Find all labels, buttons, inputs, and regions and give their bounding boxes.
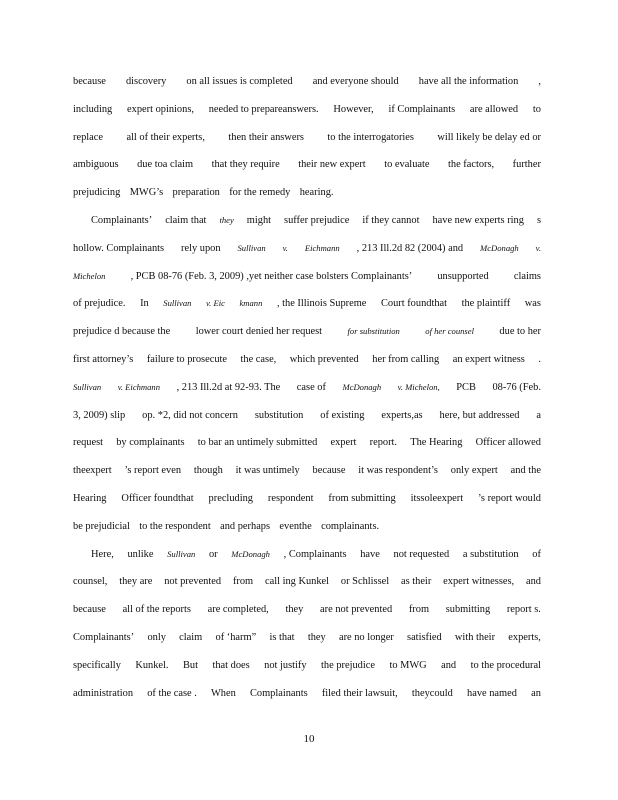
word: her from calling <box>372 353 440 365</box>
word: PCB <box>456 381 476 393</box>
word: will likely be delay ed or <box>437 131 541 143</box>
word: not justify <box>264 659 307 671</box>
word: they are <box>119 576 153 588</box>
word: 3, 2009) slip <box>73 409 126 421</box>
word: preparation <box>172 187 220 199</box>
word: to bar an untimely submitted <box>197 437 318 449</box>
word: submitting <box>445 604 491 616</box>
word: from <box>408 604 430 616</box>
word: Complainants’ <box>91 214 153 226</box>
word: have <box>360 548 380 560</box>
word: claim <box>179 631 203 643</box>
word: ambiguous <box>73 159 119 171</box>
word: only <box>147 631 166 643</box>
word: request <box>73 437 104 449</box>
word: the plaintiff <box>461 298 511 310</box>
page-number: 10 <box>303 733 315 745</box>
text-line <box>73 290 541 318</box>
word: substitution <box>254 409 304 421</box>
word: the factors, <box>448 159 495 171</box>
word: , PCB 08-76 (Feb. 3, 2009) ,yet neither case bolsters Complainants’ <box>130 270 413 282</box>
word: , <box>538 76 541 87</box>
word: as their <box>400 576 432 588</box>
text-line <box>73 596 541 624</box>
word: expert <box>330 437 357 449</box>
word: itssoleexpert <box>410 492 464 504</box>
word: though <box>193 465 223 477</box>
word: Here, <box>91 548 114 560</box>
word: be prejudicial <box>73 520 130 532</box>
text-line <box>73 374 541 402</box>
word: , the Illinois Supreme <box>276 298 367 310</box>
word: not prevented <box>164 576 222 588</box>
word: of the case . <box>147 687 197 699</box>
word: op. *2, did not concern <box>142 409 238 421</box>
word: because <box>312 465 346 477</box>
text-line <box>73 402 541 430</box>
word: have all the information <box>418 76 519 87</box>
word: or <box>208 548 218 560</box>
word: they <box>307 631 326 643</box>
word: not requested <box>393 548 450 560</box>
word: satisfied <box>407 631 442 643</box>
word: are no longer <box>338 631 394 643</box>
text-line <box>73 179 541 207</box>
word: is that <box>269 631 295 643</box>
word: or Schlissel <box>340 576 390 588</box>
case-citation: McDonagh <box>480 242 519 253</box>
word: was <box>524 298 541 310</box>
word: due toa claim <box>137 159 194 171</box>
word: needed to prepareanswers. <box>208 103 319 115</box>
word: . <box>538 353 541 365</box>
word: The Hearing <box>410 437 463 449</box>
word: have named <box>467 687 517 699</box>
word: to evaluate <box>384 159 430 171</box>
word: because <box>73 604 106 616</box>
word: 08-76 (Feb. <box>492 381 541 393</box>
case-citation: v. Eichmann <box>117 381 161 392</box>
word: are not prevented <box>320 604 393 616</box>
word: it was untimely <box>235 465 300 477</box>
text-line <box>73 235 541 263</box>
word: are allowed <box>469 103 519 115</box>
word: a substitution <box>462 548 519 560</box>
word: on all issues is completed <box>186 76 293 87</box>
word: and <box>441 659 457 671</box>
word: they <box>285 604 304 616</box>
case-citation: McDonagh <box>342 381 382 392</box>
case-citation: Sullivan <box>163 298 192 309</box>
word: case of <box>296 381 326 393</box>
word: theycould <box>411 687 453 699</box>
word: discovery <box>125 76 167 87</box>
word: and everyone should <box>312 76 399 87</box>
word: rely upon <box>181 242 221 254</box>
text-line <box>73 429 541 457</box>
text-line <box>73 513 541 541</box>
word: report s. <box>506 604 541 616</box>
case-citation: v. Michelon, <box>397 381 440 392</box>
word: a <box>536 409 541 421</box>
word: ’s report would <box>478 492 541 504</box>
word: have new experts ring <box>432 214 524 226</box>
word: their new expert <box>298 159 366 171</box>
word: here, but addressed <box>439 409 520 421</box>
word: suffer prejudice <box>284 214 350 226</box>
case-citation: v. <box>535 242 541 253</box>
word: of <box>532 548 541 560</box>
case-citation: McDonagh <box>231 548 270 559</box>
word: But <box>182 659 198 671</box>
text-line <box>73 624 541 652</box>
word: all of the reports <box>122 604 191 616</box>
word: Hearing <box>73 492 107 504</box>
word: due to her <box>499 326 541 338</box>
word: the prejudice <box>321 659 375 671</box>
word: then their answers <box>228 131 304 143</box>
word: , 213 Ill.2d 82 (2004) and <box>356 242 464 254</box>
text-line <box>73 568 541 596</box>
word: unlike <box>127 548 154 560</box>
word: to the procedural <box>470 659 541 671</box>
italic-word: for substitution <box>347 326 400 337</box>
word: including <box>73 103 113 115</box>
word: an expert witness <box>452 353 525 365</box>
word: of prejudice. <box>73 298 126 310</box>
word: to <box>532 103 541 115</box>
text-line <box>73 151 541 179</box>
word: counsel, <box>73 576 108 588</box>
paragraph-prejudice <box>73 207 541 541</box>
text-line <box>73 652 541 680</box>
paragraph-discovery <box>73 68 541 207</box>
word: Complainants’ <box>73 631 135 643</box>
word: precluding <box>208 492 253 504</box>
word: if they cannot <box>362 214 420 226</box>
word: filed their lawsuit, <box>321 687 398 699</box>
word: ’s report even <box>124 465 182 477</box>
text-line <box>73 680 541 708</box>
text-line <box>73 318 541 346</box>
word: specifically <box>73 659 121 671</box>
word: to the interrogatories <box>327 131 414 143</box>
word: of ‘harm” <box>215 631 257 643</box>
word: that they require <box>211 159 280 171</box>
word: prejudice d because the <box>73 326 171 338</box>
word: and perhaps <box>220 520 271 532</box>
word: eventhe <box>279 520 312 532</box>
word: hearing. <box>299 187 334 199</box>
case-citation: Sullivan <box>73 381 102 392</box>
case-citation: v. <box>282 242 288 253</box>
case-citation: v. Eic <box>205 298 225 309</box>
text-line <box>73 96 541 124</box>
word: and the <box>510 465 541 477</box>
word: expert opinions, <box>127 103 194 115</box>
word: from submitting <box>328 492 396 504</box>
word: because <box>73 76 106 87</box>
word: prejudicing <box>73 187 121 199</box>
word: to the respondent <box>139 520 211 532</box>
text-line <box>73 124 541 152</box>
case-citation: Michelon <box>73 270 106 281</box>
word: an <box>531 687 541 699</box>
case-citation: Sullivan <box>167 548 196 559</box>
text-line <box>73 207 541 235</box>
paragraph-unlike-sullivan <box>73 541 541 708</box>
word: from <box>232 576 254 588</box>
word: Court foundthat <box>380 298 448 310</box>
word: are completed, <box>207 604 269 616</box>
word: that does <box>212 659 250 671</box>
text-line <box>73 485 541 513</box>
word: further <box>512 159 541 171</box>
word: if Complainants <box>388 103 456 115</box>
word: all of their experts, <box>126 131 205 143</box>
word: Officer foundthat <box>121 492 194 504</box>
word: for the remedy <box>229 187 291 199</box>
word: report. <box>369 437 398 449</box>
word: might <box>246 214 272 226</box>
word: Officer allowed <box>475 437 541 449</box>
word: administration <box>73 687 134 699</box>
case-citation: Sullivan <box>237 242 266 253</box>
word: Complainants <box>249 687 308 699</box>
word: only expert <box>450 465 498 477</box>
word: expert witnesses, <box>443 576 515 588</box>
case-citation: Eichmann <box>304 242 340 253</box>
word: complainants. <box>321 520 380 532</box>
word: MWG’s <box>129 187 164 199</box>
word: first attorney’s <box>73 353 134 365</box>
word: the case, <box>240 353 277 365</box>
word: replace <box>73 131 103 143</box>
word: However, <box>333 103 374 115</box>
word: In <box>140 298 149 310</box>
word: and <box>525 576 541 588</box>
word: by complainants <box>116 437 185 449</box>
word: it was respondent’s <box>358 465 438 477</box>
italic-word: of her counsel <box>425 326 474 337</box>
word: lower court denied her request <box>195 326 323 338</box>
word: of existing <box>320 409 365 421</box>
word: claim that <box>165 214 207 226</box>
word: hollow. Complainants <box>73 242 165 254</box>
word: experts,as <box>381 409 423 421</box>
word: respondent <box>267 492 314 504</box>
word: experts, <box>508 631 541 643</box>
body-text <box>73 68 541 707</box>
word: failure to prosecute <box>146 353 228 365</box>
case-citation: kmann <box>239 298 263 309</box>
text-line <box>73 346 541 374</box>
text-line <box>73 68 541 96</box>
italic-word: they <box>219 214 234 225</box>
word: , Complainants <box>283 548 347 560</box>
word: , 213 Ill.2d at 92-93. The <box>176 381 281 393</box>
word: call ing Kunkel <box>265 576 330 588</box>
word: s <box>536 214 541 226</box>
text-line <box>73 457 541 485</box>
text-line <box>73 541 541 569</box>
word: claims <box>513 270 541 282</box>
word: to MWG <box>389 659 427 671</box>
text-line <box>73 263 541 291</box>
word: When <box>210 687 236 699</box>
word: unsupported <box>437 270 489 282</box>
word: theexpert <box>73 465 112 477</box>
word: with their <box>454 631 496 643</box>
word: Kunkel. <box>135 659 169 671</box>
word: which prevented <box>289 353 359 365</box>
